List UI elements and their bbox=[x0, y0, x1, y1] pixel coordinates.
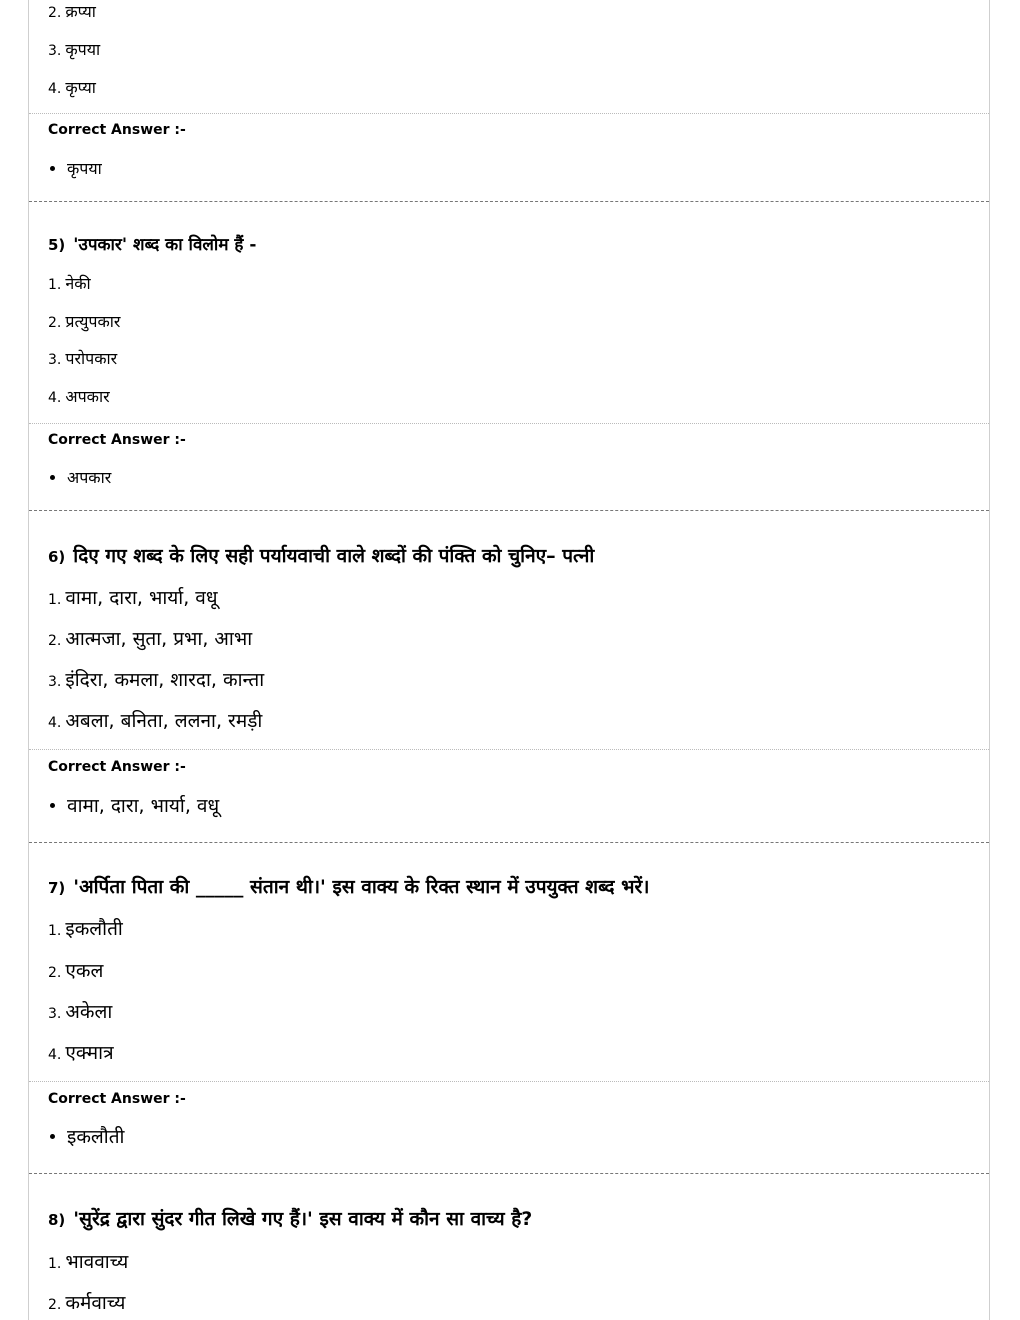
bullet-icon bbox=[50, 475, 55, 480]
option: 2. क्रप्या bbox=[48, 2, 96, 21]
option: 4. अपकार bbox=[48, 387, 110, 406]
correct-answer: अपकार bbox=[48, 466, 111, 488]
question-paper-page bbox=[28, 0, 990, 1320]
answer-divider bbox=[29, 1081, 989, 1082]
option: 1. नेकी bbox=[48, 274, 91, 293]
question-divider bbox=[29, 842, 989, 843]
correct-answer: इकलौती bbox=[48, 1123, 124, 1149]
correct-answer-label: Correct Answer :- bbox=[48, 759, 186, 775]
question-title: 5) 'उपकार' शब्द का विलोम हैं - bbox=[48, 235, 257, 255]
option: 3. इंदिरा, कमला, शारदा, कान्ता bbox=[48, 669, 265, 691]
answer-divider bbox=[29, 113, 989, 114]
correct-answer: वामा, दारा, भार्या, वधू bbox=[48, 792, 219, 818]
option: 1. भाववाच्य bbox=[48, 1251, 129, 1273]
question-divider bbox=[29, 510, 989, 511]
correct-answer-label: Correct Answer :- bbox=[48, 122, 186, 138]
option: 1. इकलौती bbox=[48, 918, 123, 940]
bullet-icon bbox=[50, 803, 55, 808]
option: 2. कर्मवाच्य bbox=[48, 1292, 126, 1314]
question-title: 7) 'अर्पिता पिता की _____ संतान थी।' इस वाक्य के रिक्त स्थान में उपयुक्त शब्द भरें। bbox=[48, 876, 650, 898]
option: 4. कृप्या bbox=[48, 78, 96, 97]
option: 2. प्रत्युपकार bbox=[48, 312, 121, 331]
question-title: 8) 'सुरेंद्र द्वारा सुंदर गीत लिखे गए हैं।' इस वाक्य में कौन सा वाच्य है? bbox=[48, 1208, 533, 1230]
option: 4. एक्मात्र bbox=[48, 1042, 114, 1064]
option: 3. परोपकार bbox=[48, 349, 118, 368]
option: 2. एकल bbox=[48, 960, 104, 982]
question-title: 6) दिए गए शब्द के लिए सही पर्यायवाची वाले शब्दों की पंक्ति को चुनिए– पत्नी bbox=[48, 545, 595, 567]
answer-divider bbox=[29, 749, 989, 750]
question-divider bbox=[29, 1173, 989, 1174]
option: 3. कृपया bbox=[48, 40, 101, 59]
option: 1. वामा, दारा, भार्या, वधू bbox=[48, 587, 218, 609]
correct-answer-label: Correct Answer :- bbox=[48, 1091, 186, 1107]
option: 4. अबला, बनिता, ललना, रमड़ी bbox=[48, 710, 263, 732]
bullet-icon bbox=[50, 166, 55, 171]
option: 2. आत्मजा, सुता, प्रभा, आभा bbox=[48, 628, 253, 650]
question-divider bbox=[29, 201, 989, 202]
answer-divider bbox=[29, 423, 989, 424]
option: 3. अकेला bbox=[48, 1001, 113, 1023]
bullet-icon bbox=[50, 1134, 55, 1139]
correct-answer-label: Correct Answer :- bbox=[48, 432, 186, 448]
correct-answer: कृपया bbox=[48, 157, 102, 179]
